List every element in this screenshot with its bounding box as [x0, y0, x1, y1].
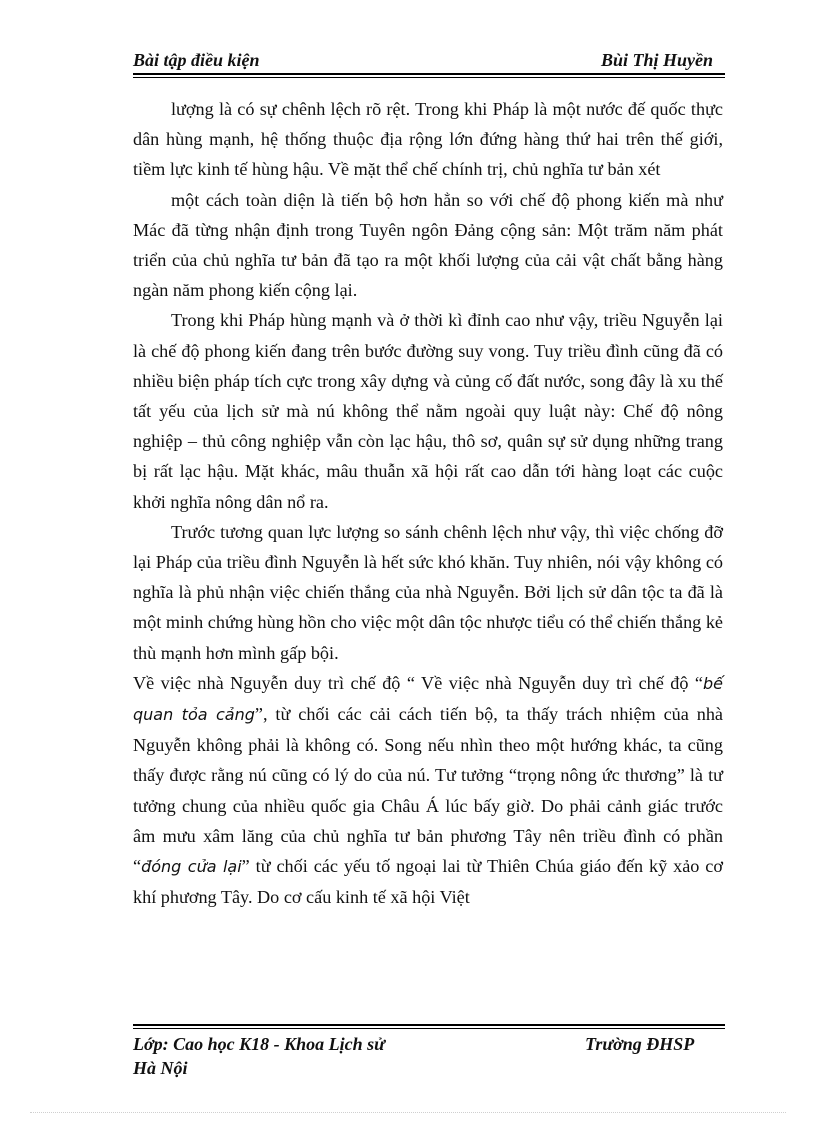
paragraph-5 [133, 668, 723, 913]
footer-class: Lớp: Cao học K18 - Khoa Lịch sử [133, 1034, 385, 1054]
header-rule-thin [133, 77, 725, 78]
header-title: Bài tập điều kiện [133, 50, 260, 70]
paragraph-5-text-a: Về việc nhà Nguyễn duy trì chế độ “ Về việc nhà Nguyễn duy trì chế độ “ [133, 672, 703, 693]
document-body [133, 94, 723, 912]
paragraph-2: một cách toàn diện là tiến bộ hơn hẳn so với chế độ phong kiến mà như Mác đã từng nhận định trong Tuyên ngôn Đảng cộng sản: Một trăm năm phát triển của chủ nghĩa tư bản đã tạo ra một khối lượng của cải vật chất bằng hàng ngàn năm phong kiến cộng lại. [133, 189, 723, 301]
paragraph-5-italic-a: bế quan tỏa cảng [133, 673, 723, 725]
footer-rule-thin [133, 1028, 725, 1029]
paragraph-5-text-b: ”, từ chối các cải cách tiến bộ, ta thấy trách nhiệm của nhà Nguyễn không phải là không có. Song nếu nhìn theo một hướng khác, ta cũng thấy được rằng nú cũng có lý do của nú. Tư tưởng “trọng nông ức thương” là tư tưởng chung của nhiều quốc gia Châu Á lúc bấy giờ. Do phải cảnh giác trước âm mưu xâm lăng của chủ nghĩa tư bản phương Tây nên triều đình có phần “ [133, 704, 723, 877]
footer-rule [133, 1024, 725, 1026]
header-rule [133, 73, 725, 75]
paragraph-3: Trong khi Pháp hùng mạnh và ở thời kì đỉnh cao như vậy, triều Nguyễn lại là chế độ phong kiến đang trên bước đường suy vong. Tuy triều đình cũng đã có nhiều biện pháp tích cực trong xây dựng và củng cố đất nước, song đây là xu thế tất yếu của lịch sử mà nú không thể nằm ngoài quy luật này: Chế độ nông nghiệp – thủ công nghiệp vẫn còn lạc hậu, thô sơ, quân sự sử dụng những trang bị rất lạc hậu. Mặt khác, mâu thuẫn xã hội rất cao dẫn tới hàng loạt các cuộc khởi nghĩa nông dân nổ ra. [133, 310, 723, 512]
page-edge-dots [30, 1112, 786, 1113]
header-author: Bùi Thị Huyền [600, 50, 713, 70]
page-header [133, 48, 725, 74]
paragraph-5-italic-b: đóng cửa lại [141, 857, 242, 877]
paragraph-5-text-c: ” từ chối các yếu tố ngoại lai từ Thiên Chúa giáo đến kỹ xảo cơ khí phương Tây. Do cơ cấu kinh tế xã hội Việt [133, 856, 723, 908]
footer-city: Hà Nội [133, 1058, 188, 1078]
footer-school: Trường ĐHSP [585, 1034, 695, 1054]
paragraph-1: lượng là có sự chênh lệch rõ rệt. Trong khi Pháp là một nước đế quốc thực dân hùng mạnh, hệ thống thuộc địa rộng lớn đứng hàng thứ hai trên thế giới, tiềm lực kinh tế hùng hậu. Về mặt thể chế chính trị, chủ nghĩa tư bản xét [133, 99, 723, 180]
paragraph-4: Trước tương quan lực lượng so sánh chênh lệch như vậy, thì việc chống đỡ lại Pháp của triều đình Nguyễn là hết sức khó khăn. Tuy nhiên, nói vậy không có nghĩa là phủ nhận việc chiến thắng của nhà Nguyễn. Bởi lịch sử dân tộc ta đã là một minh chứng hùng hồn cho việc một dân tộc nhược tiểu có thể chiến thắng kẻ thù mạnh hơn mình gấp bội. [133, 521, 723, 663]
